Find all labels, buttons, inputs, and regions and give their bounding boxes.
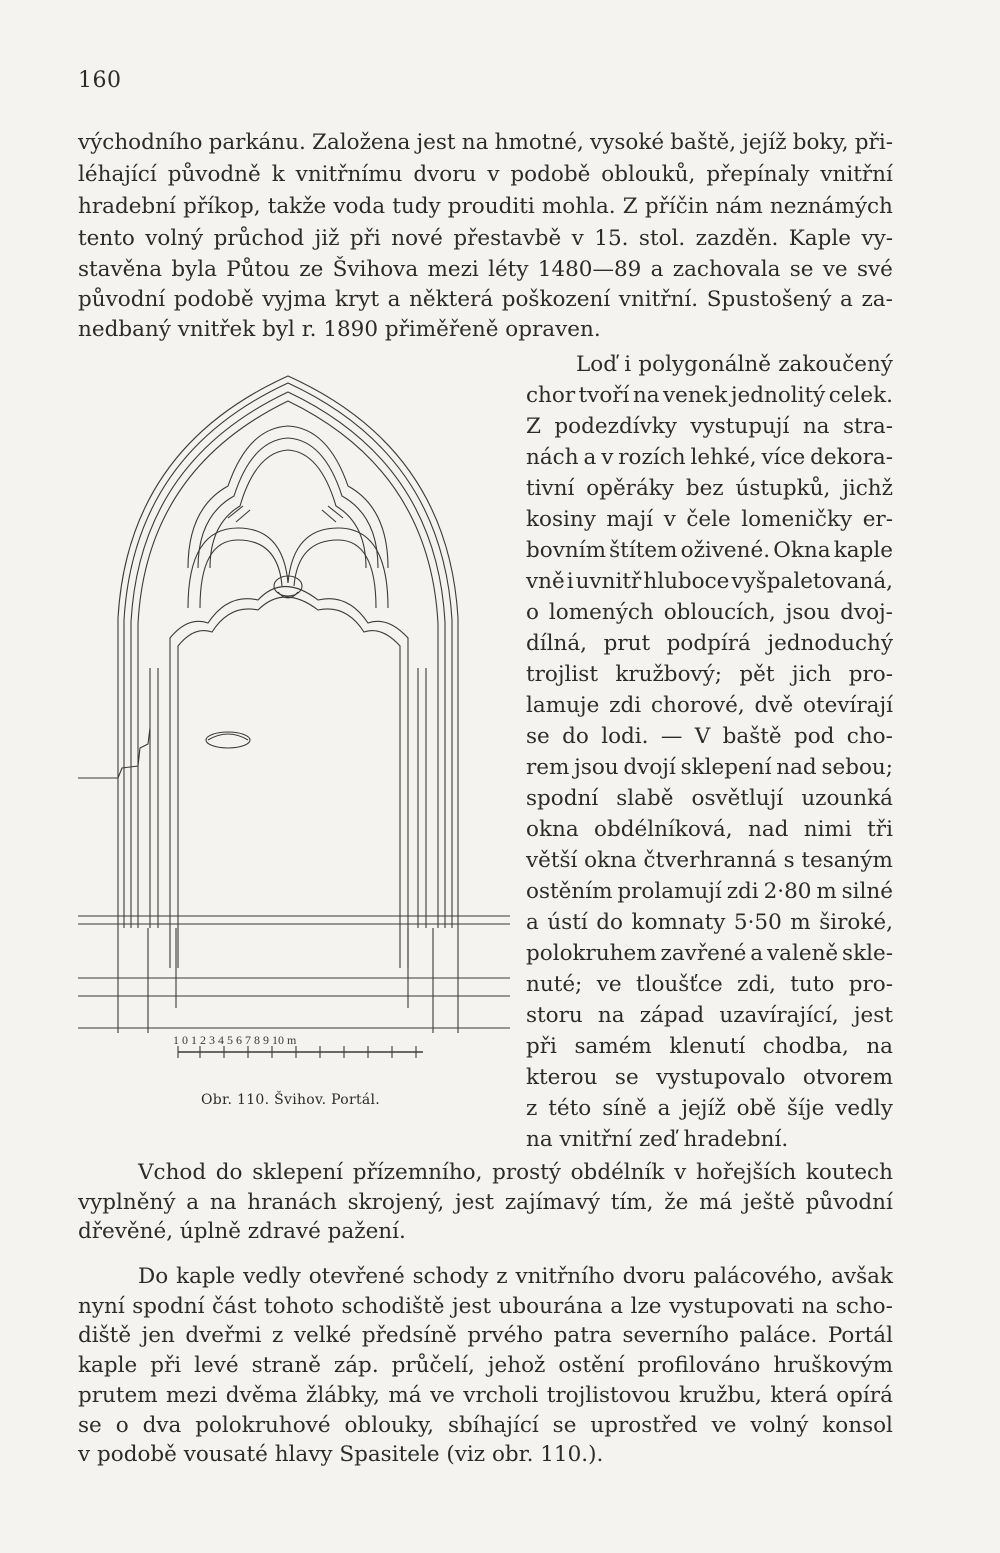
portal-figure [78, 368, 510, 1083]
text-line: ostěním prolamují zdi 2·80 m silné [526, 879, 893, 904]
text-line: léhající původně k vnitřnímu dvoru v podobě oblouků, přepínaly vnitřní [78, 162, 893, 187]
text-line: spodní slabě osvětlují uzounká [526, 786, 893, 811]
text-line: nách a v rozích lehké, více dekora- [526, 445, 893, 470]
text-line: stavěna byla Půtou ze Švihova mezi léty 1480—89 a zachovala se ve své [78, 257, 893, 282]
text-line: dřevěné, úplně zdravé pažení. [78, 1219, 406, 1244]
text-line: Z podezdívky vystupují na stra- [526, 414, 893, 439]
text-line: diště jen dveřmi z velké předsíně prvého patra severního paláce. Portál [78, 1323, 893, 1348]
text-line: při samém klenutí chodba, na [526, 1034, 893, 1059]
text-line: rem jsou dvojí sklepení nad sebou; [526, 755, 893, 780]
text-line: původní podobě vyjma kryt a některá poškození vnitřní. Spustošený a za- [78, 287, 893, 312]
text-line: o lomených obloucích, jsou dvoj- [526, 600, 893, 625]
scale-label: 1 0 1 2 3 4 5 6 7 8 9 10 m [173, 1033, 297, 1047]
text-line: a ústí do komnaty 5·50 m široké, [526, 910, 893, 935]
page-number: 160 [78, 68, 122, 93]
text-line: tento volný průchod již při nové přestavbě v 15. stol. zazděn. Kaple vy- [78, 226, 893, 251]
portal-drawing [78, 368, 510, 1083]
text-line: v podobě vousaté hlavy Spasitele (viz obr. 110.). [78, 1442, 604, 1467]
text-line: chor tvoří na venek jednolitý celek. [526, 383, 893, 408]
text-line: kosiny mají v čele lomeničky er- [526, 507, 893, 532]
text-line: kterou se vystupovalo otvorem [526, 1065, 893, 1090]
text-line: bovním štítem oživené. Okna kaple [526, 538, 893, 563]
text-line: lamuje zdi chorové, dvě otevírají [526, 693, 893, 718]
text-line: větší okna čtverhranná s tesaným [526, 848, 893, 873]
text-line: vyplněný a na hranách skrojený, jest zajímavý tím, že má ještě původní [78, 1190, 893, 1215]
text-line: hradební příkop, takže voda tudy prouditi mohla. Z příčin nám neznámých [78, 194, 893, 219]
text-line: Do kaple vedly otevřené schody z vnitřního dvoru palácového, avšak [138, 1264, 893, 1289]
figure-caption: Obr. 110. Švihov. Portál. [201, 1092, 381, 1108]
text-line: vně i uvnitř hluboce vyšpaletovaná, [526, 569, 893, 594]
text-line: se o dva polokruhové oblouky, sbíhající se uprostřed ve volný konsol [78, 1413, 893, 1438]
text-line: okna obdélníková, nad nimi tři [526, 817, 893, 842]
text-line: prutem mezi dvěma žlábky, má ve vrcholi trojlistovou kružbu, která opírá [78, 1383, 893, 1408]
text-line: z této síně a jejíž obě šíje vedly [526, 1096, 893, 1121]
text-line: nuté; ve tloušťce zdi, tuto pro- [526, 972, 893, 997]
text-line: východního parkánu. Založena jest na hmotné, vysoké baště, jejíž boky, při- [78, 130, 893, 155]
text-line: storu na západ uzavírající, jest [526, 1003, 893, 1028]
text-line: tivní opěráky bez ústupků, jichž [526, 476, 893, 501]
text-line: nedbaný vnitřek byl r. 1890 přiměřeně opraven. [78, 317, 601, 342]
text-line: polokruhem zavřené a valeně sklе- [526, 941, 893, 966]
text-line: na vnitřní zeď hradební. [526, 1127, 789, 1152]
text-line: se do lodi. — V baště pod cho- [526, 724, 893, 749]
text-line: nyní spodní část tohoto schodiště jest ubourána a lze vystupovati na scho- [78, 1294, 893, 1319]
text-line: kaple při levé straně záp. průčelí, jehož ostění profilováno hruškovým [78, 1353, 893, 1378]
text-line: dílná, prut podpírá jednoduchý [526, 631, 893, 656]
text-line: Loď i polygonálně zakoučený [576, 352, 893, 377]
text-line: Vchod do sklepení přízemního, prostý obdélník v hořejších koutech [138, 1160, 893, 1185]
text-line: trojlist kružbový; pět jich pro- [526, 662, 893, 687]
